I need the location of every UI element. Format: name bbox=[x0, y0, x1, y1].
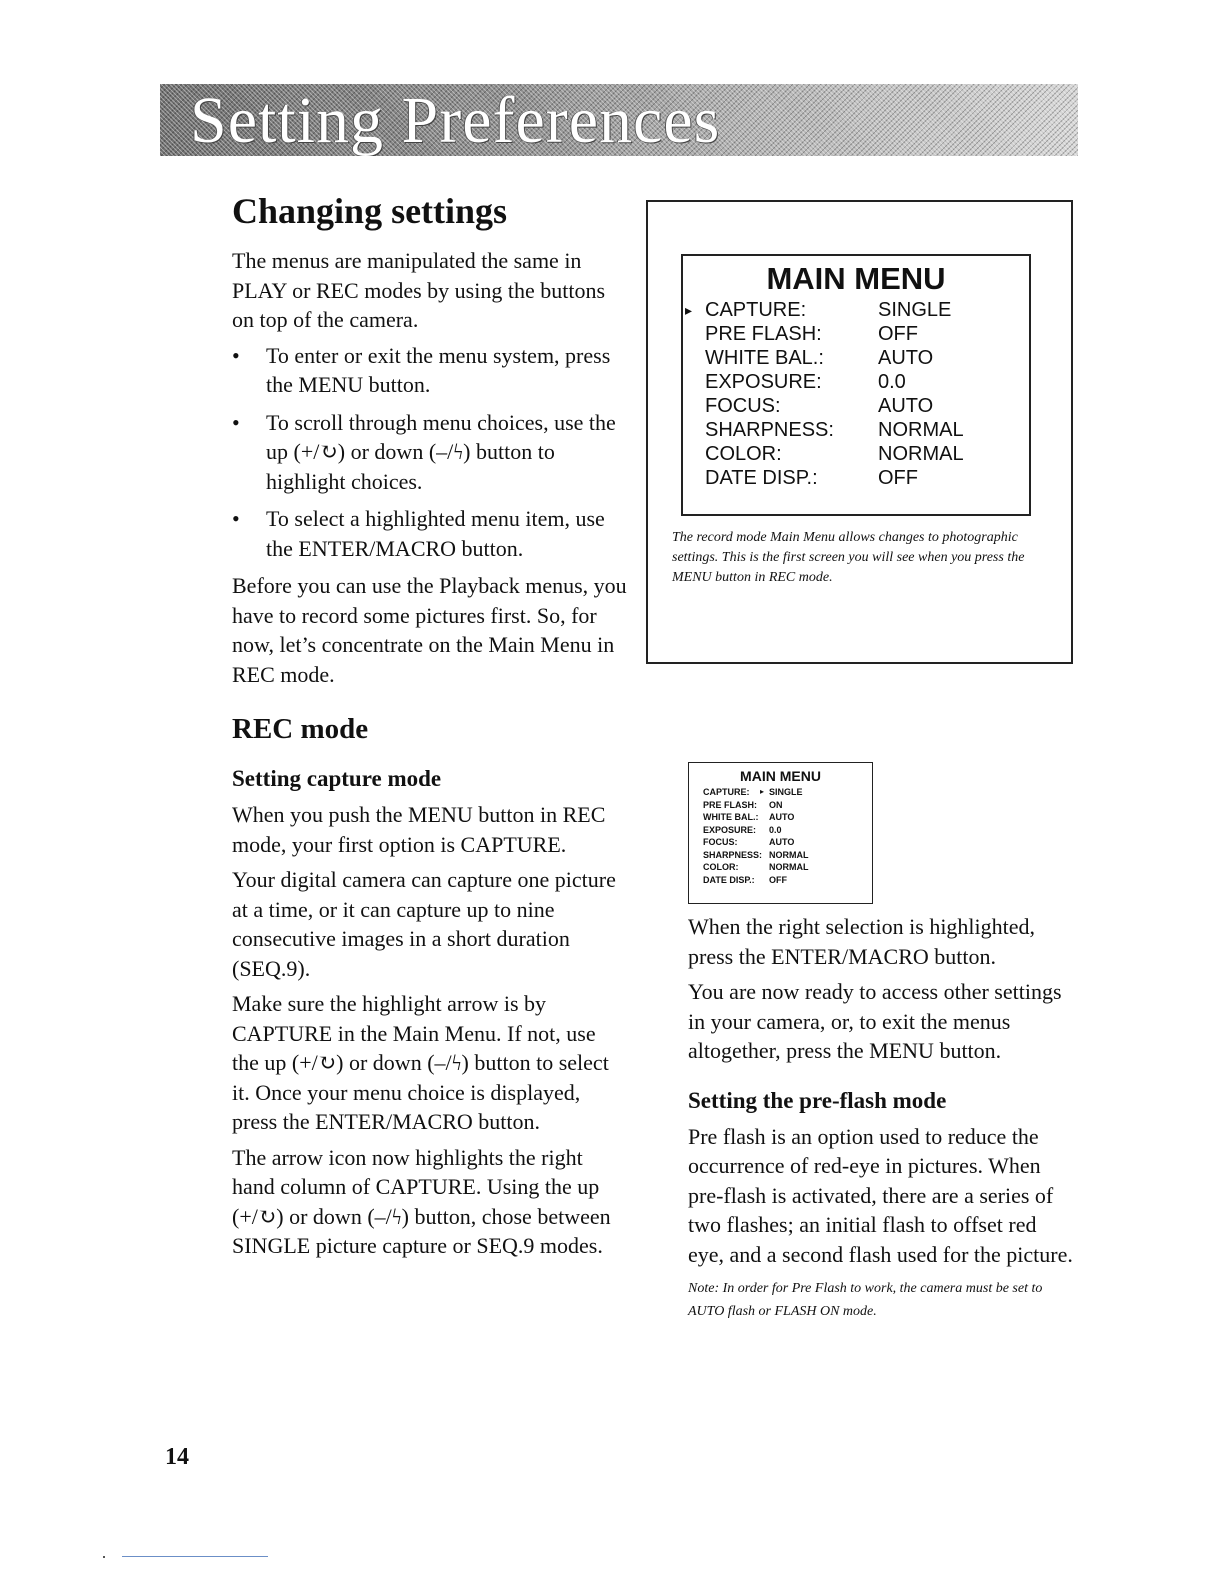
right-paragraph: You are now ready to access other settings in your camera, or, to exit the menus altogether, press the MENU button. bbox=[688, 979, 1062, 1063]
main-menu-figure bbox=[646, 200, 1073, 664]
changing-after: Before you can use the Playback menus, you have to record some pictures first. So, for now, let’s concentrate on the Main Menu in REC mode. bbox=[232, 573, 627, 687]
figure-caption: The record mode Main Menu allows changes to photographic settings. This is the first screen you will see when you press the MENU button in REC mode. bbox=[672, 530, 1025, 585]
menu-row: ▸ CAPTURE: SINGLE bbox=[685, 299, 952, 321]
right-paragraph: When the right selection is highlighted, press the ENTER/MACRO button. bbox=[688, 914, 1036, 969]
section-banner bbox=[160, 84, 1078, 156]
highlight-arrow-icon: ▸ bbox=[760, 787, 765, 796]
menu-row: COLOR: NORMAL bbox=[703, 862, 809, 872]
menu-row: PRE FLASH: OFF bbox=[705, 323, 918, 345]
menu-row: DATE DISP.: OFF bbox=[703, 874, 787, 885]
footer-mark bbox=[103, 1556, 105, 1558]
menu-row: EXPOSURE: 0.0 bbox=[705, 371, 906, 393]
menu-row: FOCUS: AUTO bbox=[703, 837, 795, 847]
bullet-item: • To enter or exit the menu system, press the MENU button. bbox=[232, 342, 611, 397]
preflash-text: Pre flash is an option used to reduce the occurrence of red-eye in pictures. When pre-flash is activated, there are a series of two flashes; an initial flash to offset red eye, and a second flash used for the picture. bbox=[688, 1123, 1073, 1267]
bullet-item: • To select a highlighted menu item, use the ENTER/MACRO button. bbox=[232, 506, 605, 561]
bullet-item: • To scroll through menu choices, use the up (+/↻) or down (–/ϟ) button to highlight choices. bbox=[232, 409, 616, 494]
menu-row: PRE FLASH: ON bbox=[703, 799, 783, 810]
menu-row: SHARPNESS: NORMAL bbox=[705, 419, 964, 441]
rec-paragraph: Your digital camera can capture one picture at a time, or it can capture up to nine consecutive images in a short duration (SEQ.9). bbox=[232, 867, 616, 981]
menu-row: CAPTURE: ▸ SINGLE bbox=[703, 787, 803, 797]
preflash-heading: Setting the pre-flash mode bbox=[688, 1087, 947, 1113]
rec-mode-section bbox=[232, 712, 627, 1267]
small-main-menu-screen bbox=[688, 762, 873, 904]
page-number: 14 bbox=[165, 1444, 189, 1470]
menu-row: WHITE BAL.: AUTO bbox=[705, 347, 934, 369]
main-menu-rows bbox=[683, 298, 1029, 490]
changing-settings-section bbox=[232, 190, 627, 695]
menu-row: FOCUS: AUTO bbox=[705, 395, 934, 417]
changing-settings-heading: Changing settings bbox=[232, 191, 508, 231]
small-menu-title: MAIN MENU bbox=[740, 768, 821, 784]
menu-row: SHARPNESS: NORMAL bbox=[703, 849, 809, 860]
banner-title: Setting Preferences bbox=[190, 84, 721, 156]
changing-intro: The menus are manipulated the same in PLAY or REC modes by using the buttons on top of the camera. bbox=[232, 248, 606, 332]
menu-row: DATE DISP.: OFF bbox=[705, 467, 918, 489]
main-menu-screen bbox=[681, 254, 1031, 516]
preflash-note: Note: In order for Pre Flash to work, the camera must be set to AUTO flash or FLASH ON mode. bbox=[688, 1281, 1043, 1319]
rec-paragraph: When you push the MENU button in REC mode, your first option is CAPTURE. bbox=[232, 802, 606, 857]
right-column-text bbox=[688, 912, 1073, 1323]
footer-rule bbox=[122, 1556, 268, 1557]
rec-paragraph: Make sure the highlight arrow is by CAPTURE in the Main Menu. If not, use the up (+/↻) or down (–/ϟ) button to select it. Once your menu choice is displayed, press the ENTER/MACRO button. bbox=[232, 991, 609, 1134]
highlight-arrow-icon: ▸ bbox=[685, 302, 693, 318]
menu-row: EXPOSURE: 0.0 bbox=[703, 824, 782, 835]
menu-row: WHITE BAL.: AUTO bbox=[703, 812, 795, 822]
main-menu-title: MAIN MENU bbox=[766, 261, 946, 296]
rec-mode-heading: REC mode bbox=[232, 713, 369, 745]
menu-row: COLOR: NORMAL bbox=[705, 443, 964, 465]
capture-mode-heading: Setting capture mode bbox=[232, 766, 442, 791]
rec-paragraph: The arrow icon now highlights the right hand column of CAPTURE. Using the up (+/↻) or down (–/ϟ) button, chose between SINGLE picture capture or SEQ.9 modes. bbox=[232, 1144, 611, 1258]
